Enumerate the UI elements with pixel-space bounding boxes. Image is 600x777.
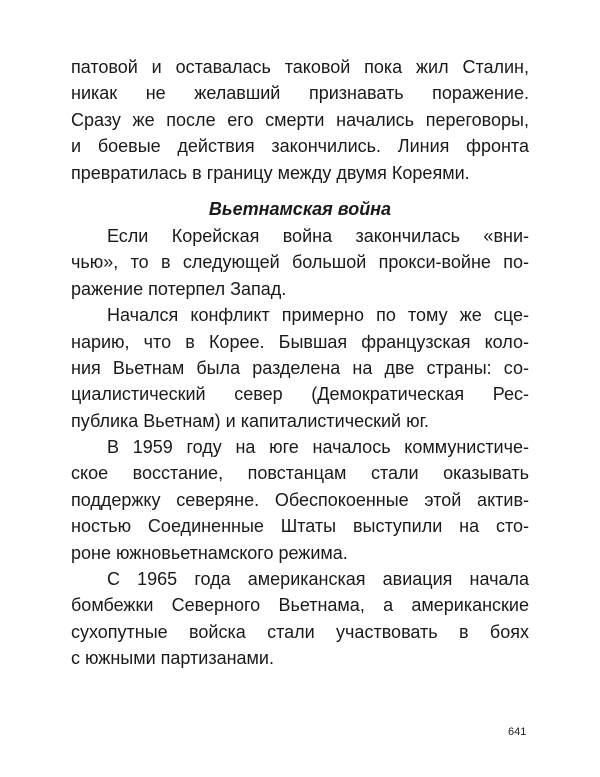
text-line: никак не желавший признавать поражение. <box>71 83 529 104</box>
paragraph <box>71 302 529 434</box>
paragraph-continued <box>71 54 529 186</box>
text-line: бомбежки Северного Вьетнама, а американские <box>71 595 529 616</box>
section-heading: Вьетнамская война <box>208 198 392 219</box>
text-line: нарию, что в Корее. Бывшая французская коло- <box>71 331 529 352</box>
text-line: В 1959 году на юге началось коммунистиче- <box>107 437 529 458</box>
text-line: сухопутные войска стали участвовать в боях <box>71 621 529 642</box>
text-line: Начался конфликт примерно по тому же сце- <box>107 305 529 326</box>
text-line: Если Корейская война закончилась «вни- <box>107 225 529 246</box>
text-line: поддержку северяне. Обеспокоенные этой актив- <box>71 489 529 510</box>
text-line: чью», то в следующей большой прокси-войне по- <box>71 252 529 273</box>
paragraph <box>71 434 529 566</box>
text-line: роне южновьетнамского режима. <box>71 542 348 563</box>
text-line: с южными партизанами. <box>71 648 274 669</box>
text-line: превратилась в границу между двумя Кореями. <box>71 162 470 183</box>
page-number: 641 <box>508 726 527 738</box>
text-line: патовой и оставалась таковой пока жил Сталин, <box>71 57 529 77</box>
text-line: и боевые действия закончились. Линия фронта <box>71 136 529 157</box>
paragraph <box>71 223 529 302</box>
paragraph <box>71 566 529 672</box>
text-line: ния Вьетнам была разделена на две страны: со- <box>71 357 529 378</box>
text-line: публика Вьетнам) и капиталистический юг. <box>71 410 429 431</box>
text-line: ское восстание, повстанцам стали оказывать <box>71 463 529 484</box>
text-line: циалистический север (Демократическая Рес- <box>71 384 529 405</box>
text-line: ражение потерпел Запад. <box>71 278 287 299</box>
text-line: С 1965 года американская авиация начала <box>107 569 529 590</box>
page-body <box>71 54 529 672</box>
text-line: ностью Соединенные Штаты выступили на сто- <box>71 516 529 537</box>
text-line: Сразу же после его смерти начались переговоры, <box>71 109 529 130</box>
